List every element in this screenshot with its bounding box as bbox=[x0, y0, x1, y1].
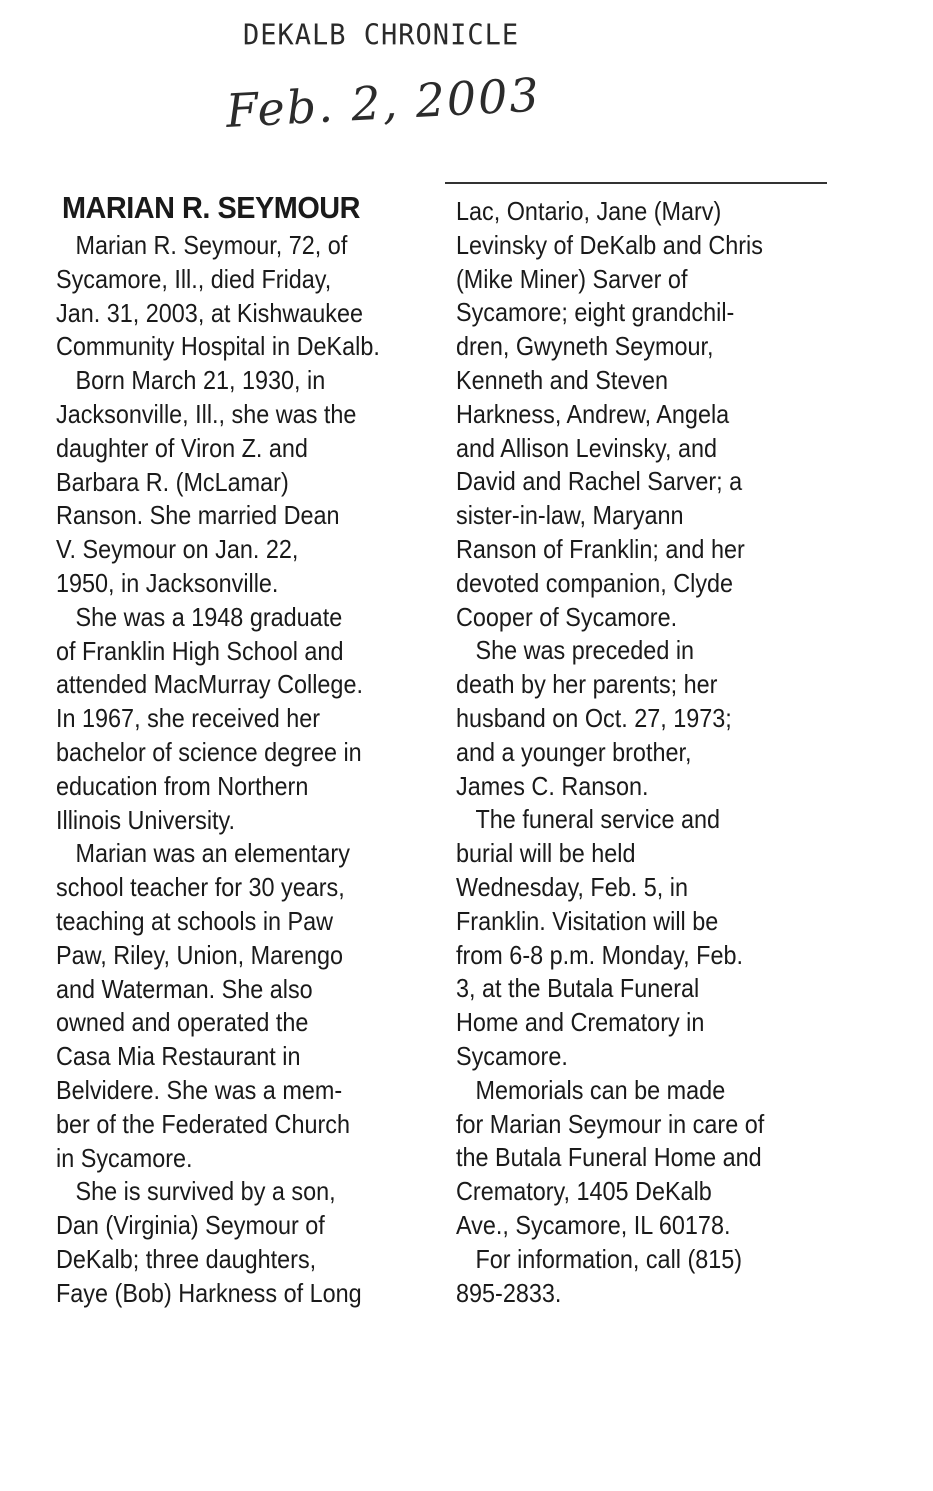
obituary-column-right bbox=[456, 195, 876, 1310]
newspaper-name-stamp: DEKALB CHRONICLE bbox=[243, 19, 520, 52]
text-line: and Allison Levinsky, and bbox=[456, 432, 718, 463]
text-line: death by her parents; her bbox=[456, 669, 718, 700]
text-line: Casa Mia Restaurant in bbox=[56, 1041, 301, 1072]
text-line: The funeral service and bbox=[456, 804, 721, 835]
obituary-headline: MARIAN R. SEYMOUR bbox=[62, 190, 361, 225]
text-line: Cooper of Sycamore. bbox=[456, 601, 678, 632]
text-line: She was preceded in bbox=[456, 635, 695, 666]
text-line: Marian was an elementary bbox=[56, 838, 350, 869]
text-line: daughter of Viron Z. and bbox=[56, 432, 308, 463]
text-line: She was a 1948 graduate bbox=[56, 601, 343, 632]
text-line: burial will be held bbox=[456, 838, 636, 869]
text-line: devoted companion, Clyde bbox=[456, 567, 734, 598]
text-line: Barbara R. (McLamar) bbox=[56, 466, 289, 497]
text-line: 1950, in Jacksonville. bbox=[56, 567, 279, 598]
text-line: Born March 21, 1930, in bbox=[56, 365, 326, 396]
text-line: from 6-8 p.m. Monday, Feb. bbox=[456, 939, 743, 970]
text-line: Ranson. She married Dean bbox=[56, 500, 340, 531]
text-line: Faye (Bob) Harkness of Long bbox=[56, 1277, 362, 1308]
text-line: Wednesday, Feb. 5, in bbox=[456, 871, 688, 902]
text-line: 895-2833. bbox=[456, 1277, 562, 1308]
text-line: Lac, Ontario, Jane (Marv) bbox=[456, 196, 722, 226]
text-line: Ave., Sycamore, IL 60178. bbox=[456, 1209, 731, 1240]
text-line: Community Hospital in DeKalb. bbox=[56, 331, 380, 362]
text-line: David and Rachel Sarver; a bbox=[456, 466, 743, 497]
text-line: Belvidere. She was a mem- bbox=[56, 1074, 343, 1105]
text-line: Jan. 31, 2003, at Kishwaukee bbox=[56, 297, 364, 328]
text-line: Ranson of Franklin; and her bbox=[456, 533, 745, 564]
column-rule bbox=[445, 182, 827, 184]
text-line: Franklin. Visitation will be bbox=[456, 905, 719, 936]
obituary-column-left bbox=[56, 229, 476, 1311]
text-line: Crematory, 1405 DeKalb bbox=[456, 1176, 712, 1207]
text-line: Marian R. Seymour, 72, of bbox=[56, 230, 348, 260]
text-line: owned and operated the bbox=[56, 1007, 309, 1038]
text-line: James C. Ranson. bbox=[456, 770, 649, 801]
text-line: and a younger brother, bbox=[456, 736, 692, 767]
text-line: of Franklin High School and bbox=[56, 635, 344, 666]
text-line: and Waterman. She also bbox=[56, 973, 313, 1004]
text-line: Jacksonville, Ill., she was the bbox=[56, 398, 357, 429]
text-line: ber of the Federated Church bbox=[56, 1108, 350, 1139]
text-line: She is survived by a son, bbox=[56, 1176, 336, 1207]
text-line: sister-in-law, Maryann bbox=[456, 500, 684, 531]
text-line: (Mike Miner) Sarver of bbox=[456, 263, 688, 294]
text-line: Dan (Virginia) Seymour of bbox=[56, 1210, 325, 1241]
text-line: For information, call (815) bbox=[456, 1243, 743, 1274]
text-line: 3, at the Butala Funeral bbox=[456, 973, 700, 1004]
text-line: attended MacMurray College. bbox=[56, 669, 363, 700]
text-line: Illinois University. bbox=[56, 804, 236, 835]
text-line: Harkness, Andrew, Angela bbox=[456, 398, 730, 429]
text-line: Paw, Riley, Union, Marengo bbox=[56, 939, 344, 970]
text-line: school teacher for 30 years, bbox=[56, 872, 345, 903]
text-line: DeKalb; three daughters, bbox=[56, 1243, 317, 1274]
text-line: Memorials can be made bbox=[456, 1074, 726, 1105]
text-line: Sycamore, Ill., died Friday, bbox=[56, 263, 332, 294]
text-line: education from Northern bbox=[56, 770, 309, 801]
text-line: husband on Oct. 27, 1973; bbox=[456, 702, 732, 733]
text-line: for Marian Seymour in care of bbox=[456, 1108, 765, 1139]
text-line: In 1967, she received her bbox=[56, 703, 321, 734]
text-line: Kenneth and Steven bbox=[456, 364, 669, 395]
handwritten-date: Feb. 2, 2003 bbox=[224, 67, 542, 138]
text-line: dren, Gwyneth Seymour, bbox=[456, 331, 714, 362]
text-line: Sycamore. bbox=[456, 1040, 568, 1071]
text-line: Levinsky of DeKalb and Chris bbox=[456, 229, 763, 260]
text-line: in Sycamore. bbox=[56, 1142, 193, 1173]
text-line: V. Seymour on Jan. 22, bbox=[56, 534, 299, 565]
text-line: Home and Crematory in bbox=[456, 1007, 705, 1038]
text-line: teaching at schools in Paw bbox=[56, 905, 334, 936]
text-line: bachelor of science degree in bbox=[56, 736, 362, 767]
text-line: the Butala Funeral Home and bbox=[456, 1142, 762, 1173]
text-line: Sycamore; eight grandchil- bbox=[456, 297, 735, 328]
